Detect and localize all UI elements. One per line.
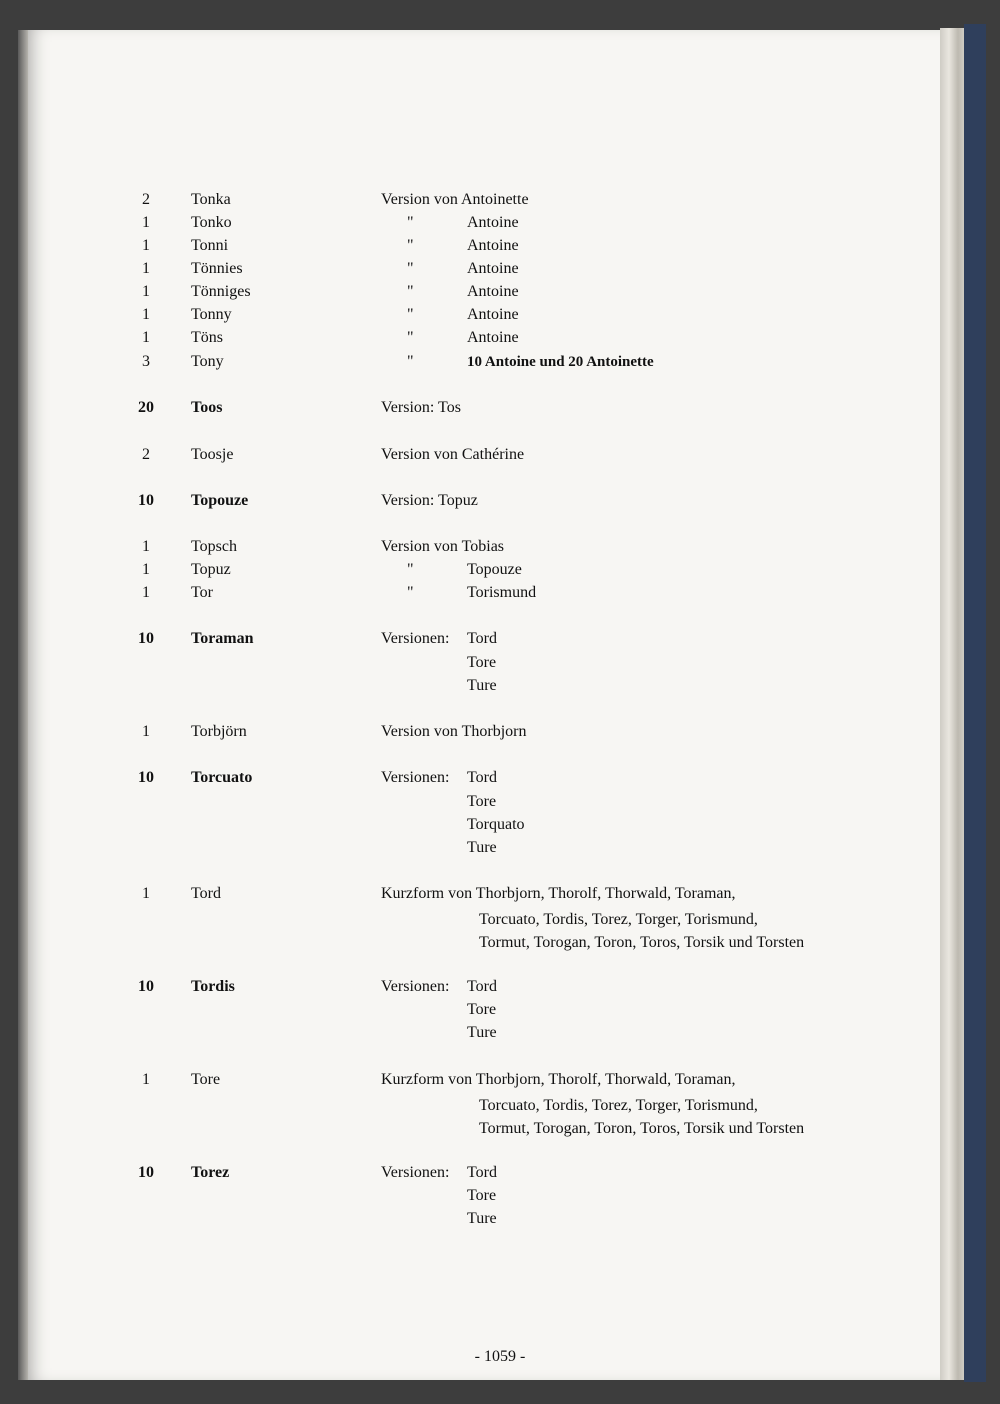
entry-reference: Tord [467, 769, 497, 786]
entry-count: 10 [138, 492, 154, 509]
entry-name: Tore [191, 1071, 221, 1088]
entry-row [0, 976, 1000, 998]
entry-count: 20 [138, 399, 154, 416]
entry-name: Tordis [191, 978, 235, 995]
entry-row [0, 652, 1000, 674]
entry-row [0, 1185, 1000, 1207]
entry-description: Version von Cathérine [381, 446, 525, 463]
entry-reference: Torquato [467, 816, 525, 833]
entry-reference: Ture [467, 677, 497, 694]
ditto-mark: " [407, 283, 414, 300]
entry-count: 1 [142, 306, 150, 323]
entry-name: Tonny [191, 306, 232, 323]
entry-row [0, 327, 1000, 349]
entry-continuation [0, 932, 1000, 954]
entry-description: Version von Antoinette [381, 191, 529, 208]
entry-reference: Tore [467, 793, 497, 810]
ditto-mark: " [407, 306, 414, 323]
entry-count: 1 [142, 329, 150, 346]
entry-count: 1 [142, 538, 150, 555]
entry-count: 1 [142, 283, 150, 300]
entry-count: 10 [138, 630, 154, 647]
entry-description: Versionen: [381, 978, 450, 995]
entry-count: 2 [142, 191, 150, 208]
entry-name: Topsch [191, 538, 237, 555]
entry-row [0, 999, 1000, 1021]
entry-reference: Antoine [467, 237, 519, 254]
entry-reference: Tord [467, 630, 497, 647]
entry-reference: Antoine [467, 214, 519, 231]
entry-reference: Torismund [467, 584, 537, 601]
entry-reference: Tore [467, 1001, 497, 1018]
ditto-mark: " [407, 353, 414, 370]
continuation-text: Torcuato, Tordis, Torez, Torger, Torismund, [479, 911, 758, 928]
entry-continuation [0, 909, 1000, 931]
ditto-mark: " [407, 584, 414, 601]
entry-row [0, 536, 1000, 558]
entry-row [0, 189, 1000, 211]
entry-count: 3 [142, 353, 150, 370]
entry-row [0, 258, 1000, 280]
entry-count: 1 [142, 723, 150, 740]
entry-name: Tony [191, 353, 224, 370]
entry-row [0, 281, 1000, 303]
entry-description: Version: Topuz [381, 492, 478, 509]
entry-name: Tord [191, 885, 221, 902]
continuation-text: Torcuato, Tordis, Torez, Torger, Torismund, [479, 1097, 758, 1114]
entry-row [0, 1069, 1000, 1091]
entry-count: 1 [142, 885, 150, 902]
entry-row [0, 675, 1000, 697]
entry-row [0, 559, 1000, 581]
entry-row [0, 304, 1000, 326]
entry-row [0, 628, 1000, 650]
entry-reference: Tord [467, 1164, 497, 1181]
entry-reference: Antoine [467, 260, 519, 277]
entry-reference: 10 Antoine und 20 Antoinette [467, 354, 654, 370]
entry-description: Kurzform von Thorbjorn, Thorolf, Thorwald, Toraman, [381, 1071, 736, 1088]
entry-reference: Tord [467, 978, 497, 995]
entry-name: Torbjörn [191, 723, 247, 740]
entry-count: 10 [138, 978, 154, 995]
ditto-mark: " [407, 214, 414, 231]
entry-row [0, 791, 1000, 813]
entry-row [0, 721, 1000, 743]
entry-count: 1 [142, 237, 150, 254]
entry-reference: Tore [467, 1187, 497, 1204]
entry-row [0, 1208, 1000, 1230]
entry-row [0, 883, 1000, 905]
continuation-text: Tormut, Torogan, Toron, Toros, Torsik und Torsten [479, 934, 805, 951]
entry-count: 1 [142, 260, 150, 277]
entry-continuation [0, 1095, 1000, 1117]
entry-count: 1 [142, 214, 150, 231]
entry-name: Topuz [191, 561, 231, 578]
entry-name: Tönnies [191, 260, 243, 277]
entry-name: Tonni [191, 237, 229, 254]
entry-row [0, 212, 1000, 234]
entry-description: Kurzform von Thorbjorn, Thorolf, Thorwald, Toraman, [381, 885, 736, 902]
entry-reference: Tore [467, 654, 497, 671]
ditto-mark: " [407, 329, 414, 346]
entry-name: Tonka [191, 191, 231, 208]
ditto-mark: " [407, 561, 414, 578]
entry-continuation [0, 1118, 1000, 1140]
entry-name: Tönniges [191, 283, 251, 300]
entry-name: Topouze [191, 492, 249, 509]
entry-count: 1 [142, 561, 150, 578]
page-number: - 1059 - [474, 1348, 526, 1365]
entry-reference: Antoine [467, 329, 519, 346]
entry-reference: Ture [467, 1024, 497, 1041]
entry-name: Torcuato [191, 769, 253, 786]
entry-row [0, 837, 1000, 859]
entry-count: 1 [142, 1071, 150, 1088]
entry-reference: Ture [467, 839, 497, 856]
entry-count: 2 [142, 446, 150, 463]
entry-reference: Antoine [467, 306, 519, 323]
entry-description: Version von Thorbjorn [381, 723, 527, 740]
entry-row [0, 767, 1000, 789]
entry-count: 10 [138, 1164, 154, 1181]
entry-row [0, 490, 1000, 512]
entry-row [0, 351, 1000, 373]
entry-name: Tor [191, 584, 213, 601]
entry-row [0, 397, 1000, 419]
entry-row [0, 814, 1000, 836]
entry-row [0, 1022, 1000, 1044]
entry-name: Toos [191, 399, 223, 416]
entry-name: Töns [191, 329, 223, 346]
entry-count: 1 [142, 584, 150, 601]
entry-row [0, 582, 1000, 604]
entry-row [0, 1162, 1000, 1184]
entry-count: 10 [138, 769, 154, 786]
entry-reference: Topouze [467, 561, 522, 578]
entry-reference: Ture [467, 1210, 497, 1227]
entry-row [0, 444, 1000, 466]
ditto-mark: " [407, 237, 414, 254]
continuation-text: Tormut, Torogan, Toron, Toros, Torsik und Torsten [479, 1120, 805, 1137]
ditto-mark: " [407, 260, 414, 277]
entry-name: Tonko [191, 214, 232, 231]
entry-name: Toraman [191, 630, 254, 647]
entry-description: Versionen: [381, 769, 450, 786]
entry-name: Toosje [191, 446, 234, 463]
entry-description: Versionen: [381, 1164, 450, 1181]
entry-description: Version von Tobias [381, 538, 505, 555]
entry-description: Version: Tos [381, 399, 461, 416]
entry-row [0, 235, 1000, 257]
entry-name: Torez [191, 1164, 230, 1181]
entry-reference: Antoine [467, 283, 519, 300]
entry-description: Versionen: [381, 630, 450, 647]
